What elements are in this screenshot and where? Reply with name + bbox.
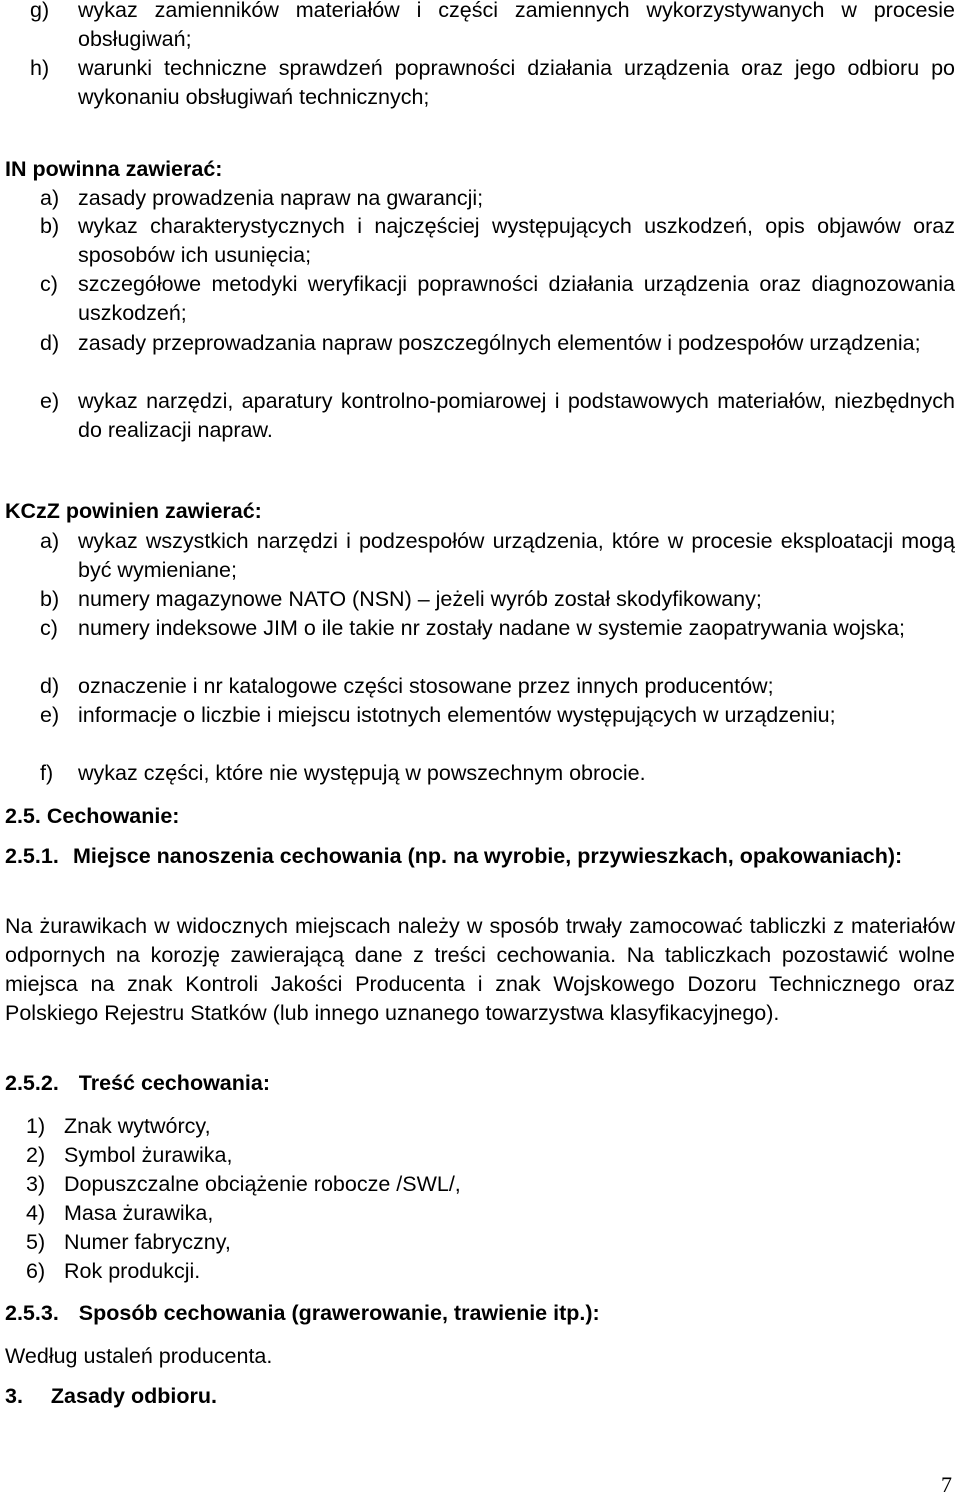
list-item-label: e) xyxy=(40,703,60,727)
section-title: Sposób cechowania (grawerowanie, trawienie itp.): xyxy=(78,1301,600,1325)
list-item xyxy=(26,1170,726,1199)
list-item-label: 1) xyxy=(26,1114,46,1138)
list-item xyxy=(40,184,955,213)
list-item-text: numery magazynowe NATO (NSN) – jeżeli wyrób został skodyfikowany; xyxy=(78,587,762,611)
list-item-text: Znak wytwórcy, xyxy=(64,1114,211,1138)
list-item xyxy=(40,672,955,701)
list-item xyxy=(40,527,955,585)
section-heading-kczz: KCzZ powinien zawierać: xyxy=(5,499,262,523)
list-item-label: b) xyxy=(40,587,60,611)
list-item-label: c) xyxy=(40,272,58,296)
list-item xyxy=(40,212,955,270)
list-item-label: a) xyxy=(40,186,60,210)
section-number: 2.5.3. xyxy=(5,1301,59,1325)
list-item-label: g) xyxy=(30,0,50,22)
list-item xyxy=(26,1257,726,1286)
section-heading-2-5-1 xyxy=(5,842,955,871)
list-item-label: 6) xyxy=(26,1259,46,1283)
list-item-text: zasady przeprowadzania napraw poszczególnych elementów i podzespołów urządzenia; xyxy=(78,331,921,355)
list-item xyxy=(30,0,955,54)
list-item-text: wykaz charakterystycznych i najczęściej występujących uszkodzeń, opis objawów oraz sposobów ich usunięcia; xyxy=(78,214,955,267)
list-item xyxy=(40,701,955,730)
paragraph-2-5-3: Według ustaleń producenta. xyxy=(5,1344,273,1368)
list-item-text: Symbol żurawika, xyxy=(64,1143,233,1167)
list-item-label: d) xyxy=(40,331,60,355)
section-heading-2-5-3 xyxy=(5,1299,600,1328)
list-item-text: numery indeksowe JIM o ile takie nr zostały nadane w systemie zaopatrywania wojska; xyxy=(78,616,905,640)
list-item-text: Rok produkcji. xyxy=(64,1259,201,1283)
list-item-text: wykaz części, które nie występują w powszechnym obrocie. xyxy=(78,761,646,785)
section-title: Miejsce nanoszenia cechowania (np. na wyrobie, przywieszkach, opakowaniach): xyxy=(73,844,903,868)
list-item xyxy=(40,270,955,328)
list-item xyxy=(26,1228,726,1257)
section-number: 3. xyxy=(5,1384,23,1408)
list-item-text: Masa żurawika, xyxy=(64,1201,214,1225)
list-item xyxy=(40,585,955,614)
list-item xyxy=(26,1199,726,1228)
list-item-label: f) xyxy=(40,761,54,785)
list-item-label: 2) xyxy=(26,1143,46,1167)
section-title: Cechowanie: xyxy=(46,804,180,828)
list-item-text: wykaz narzędzi, aparatury kontrolno-pomiarowej i podstawowych materiałów, niezbędnych do realizacji napraw. xyxy=(78,389,955,442)
list-item xyxy=(40,387,955,445)
list-item xyxy=(40,329,955,358)
section-heading-3 xyxy=(5,1382,217,1411)
list-item-label: a) xyxy=(40,529,60,553)
list-item xyxy=(26,1112,726,1141)
list-item-label: b) xyxy=(40,214,60,238)
list-item-text: szczegółowe metodyki weryfikacji poprawności działania urządzenia oraz diagnozowania uszkodzeń; xyxy=(78,272,955,325)
list-item xyxy=(30,54,955,112)
list-item xyxy=(40,759,955,788)
list-item-text: warunki techniczne sprawdzeń poprawności działania urządzenia oraz jego odbioru po wykonaniu obsługiwań technicznych; xyxy=(78,56,955,109)
list-item-label: 4) xyxy=(26,1201,46,1225)
list-item-label: d) xyxy=(40,674,60,698)
section-number: 2.5. xyxy=(5,804,41,828)
list-item-text: wykaz wszystkich narzędzi i podzespołów urządzenia, które w procesie eksploatacji mogą być wymieniane; xyxy=(78,529,955,582)
list-item-label: c) xyxy=(40,616,58,640)
list-item xyxy=(40,614,955,643)
section-number: 2.5.1. xyxy=(5,844,59,868)
list-item-text: Numer fabryczny, xyxy=(64,1230,231,1254)
section-heading-2-5-2 xyxy=(5,1069,270,1098)
list-item-text: informacje o liczbie i miejscu istotnych elementów występujących w urządzeniu; xyxy=(78,703,836,727)
list-item-text: oznaczenie i nr katalogowe części stosowane przez innych producentów; xyxy=(78,674,774,698)
list-item-text: wykaz zamienników materiałów i części zamiennych wykorzystywanych w procesie obsługiwań; xyxy=(78,0,955,51)
list-item-label: 3) xyxy=(26,1172,46,1196)
list-item-text: zasady prowadzenia napraw na gwarancji; xyxy=(78,186,484,210)
list-item-label: e) xyxy=(40,389,60,413)
section-title: Treść cechowania: xyxy=(78,1071,270,1095)
section-heading-in: IN powinna zawierać: xyxy=(5,157,223,181)
section-heading-2-5 xyxy=(5,802,179,831)
section-number: 2.5.2. xyxy=(5,1071,59,1095)
list-item xyxy=(26,1141,726,1170)
page-number: 7 xyxy=(941,1472,952,1497)
list-item-text: Dopuszczalne obciążenie robocze /SWL/, xyxy=(64,1172,461,1196)
section-title: Zasady odbioru. xyxy=(50,1384,217,1408)
list-item-label: 5) xyxy=(26,1230,46,1254)
list-item-label: h) xyxy=(30,56,50,80)
paragraph-2-5-1: Na żurawikach w widocznych miejscach należy w sposób trwały zamocować tabliczki z materiałów odpornych na korozję zawierającą dane z treści cechowania. Na tabliczkach pozostawić wolne miejsca na znak Kontroli Jakości Producenta i znak Wojskowego Dozoru Technicznego oraz Polskiego Rejestru Statków (lub innego uznanego towarzystwa klasyfikacyjnego). xyxy=(5,914,955,1025)
